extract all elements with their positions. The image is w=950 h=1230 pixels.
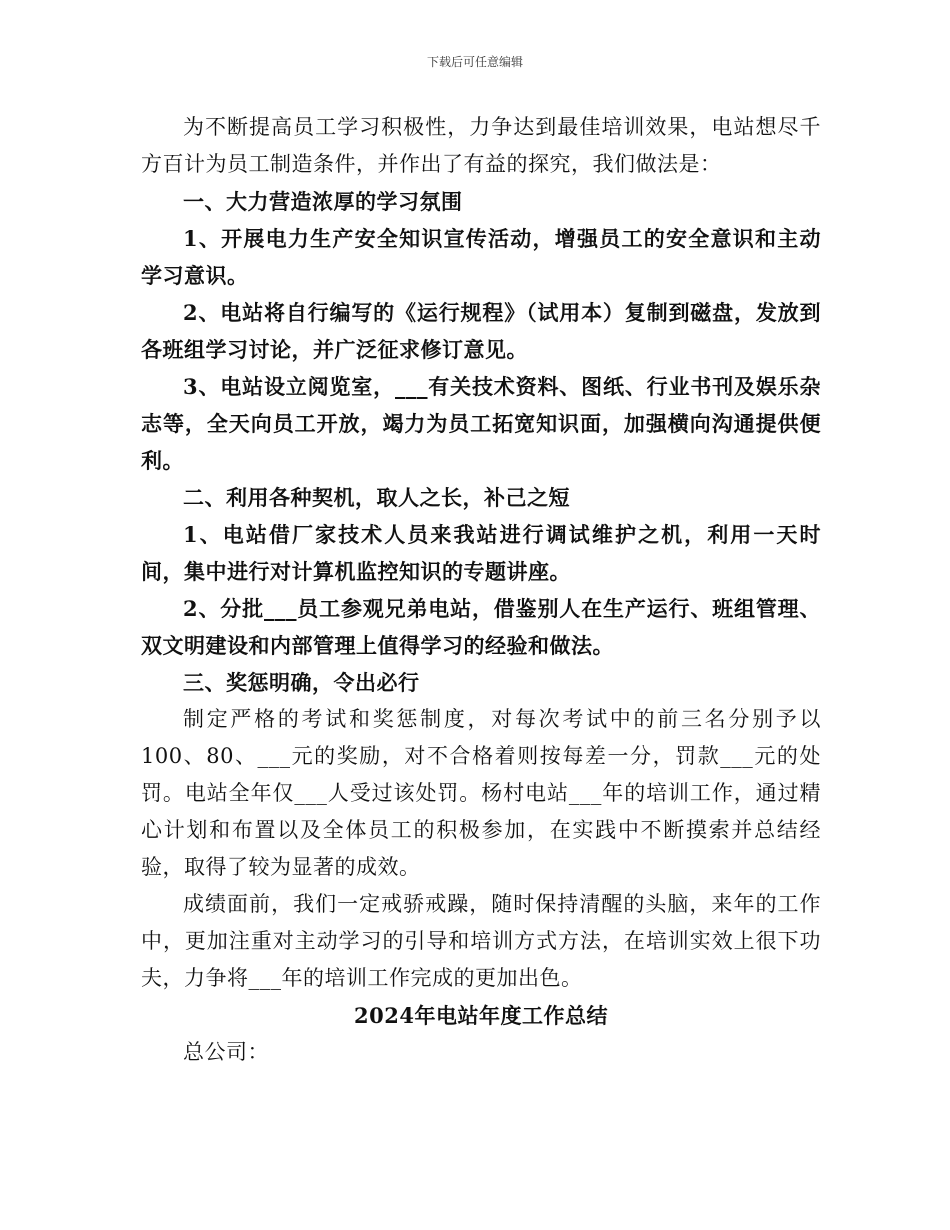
header-note: 下载后可任意编辑 (426, 55, 523, 69)
heading-section-3: 三、奖惩明确，令出必行 (183, 670, 420, 695)
paragraph-2-1: 1、电站借厂家技术人员来我站进行调试维护之机，利用一天时间，集中进行对计算机监控知识的专题讲座。 (141, 522, 821, 584)
paragraph-closing: 成绩面前，我们一定戒骄戒躁，随时保持清醒的头脑，来年的工作中，更加注重对主动学习的引导和培训方式方法，在培训实效上很下功夫，力争将___年的培训工作完成的更加出色。 (141, 892, 821, 990)
salutation: 总公司： (183, 1040, 269, 1064)
paragraph-1-1: 1、开展电力生产安全知识宣传活动，增强员工的安全意识和主动学习意识。 (141, 226, 821, 288)
section-title: 2024年电站年度工作总结 (354, 1003, 608, 1028)
heading-section-2: 二、利用各种契机，取人之长，补己之短 (183, 485, 570, 510)
heading-section-1: 一、大力营造浓厚的学习氛围 (183, 189, 463, 214)
paragraph-3-1: 制定严格的考试和奖惩制度，对每次考试中的前三名分别予以100、80、___元的奖励，对不合格着则按每差一分，罚款___元的处罚。电站全年仅___人受过该处罚。杨村电站___年的培训工作，通过精心计划和布置以及全体员工的积极参加，在实践中不断摸索并总结经验，取得了较为显著的成效。 (141, 707, 821, 879)
paragraph-1-2: 2、电站将自行编写的《运行规程》（试用本）复制到磁盘，发放到各班组学习讨论，并广泛征求修订意见。 (141, 300, 821, 362)
paragraph-1-3: 3、电站设立阅览室，___有关技术资料、图纸、行业书刊及娱乐杂志等，全天向员工开放，竭力为员工拓宽知识面，加强横向沟通提供便利。 (141, 374, 821, 473)
document-body (141, 109, 821, 1071)
paragraph-intro: 为不断提高员工学习积极性，力争达到最佳培训效果，电站想尽千方百计为员工制造条件，并作出了有益的探究，我们做法是： (141, 115, 821, 176)
paragraph-2-2: 2、分批___员工参观兄弟电站，借鉴别人在生产运行、班组管理、双文明建设和内部管理上值得学习的经验和做法。 (141, 596, 821, 658)
